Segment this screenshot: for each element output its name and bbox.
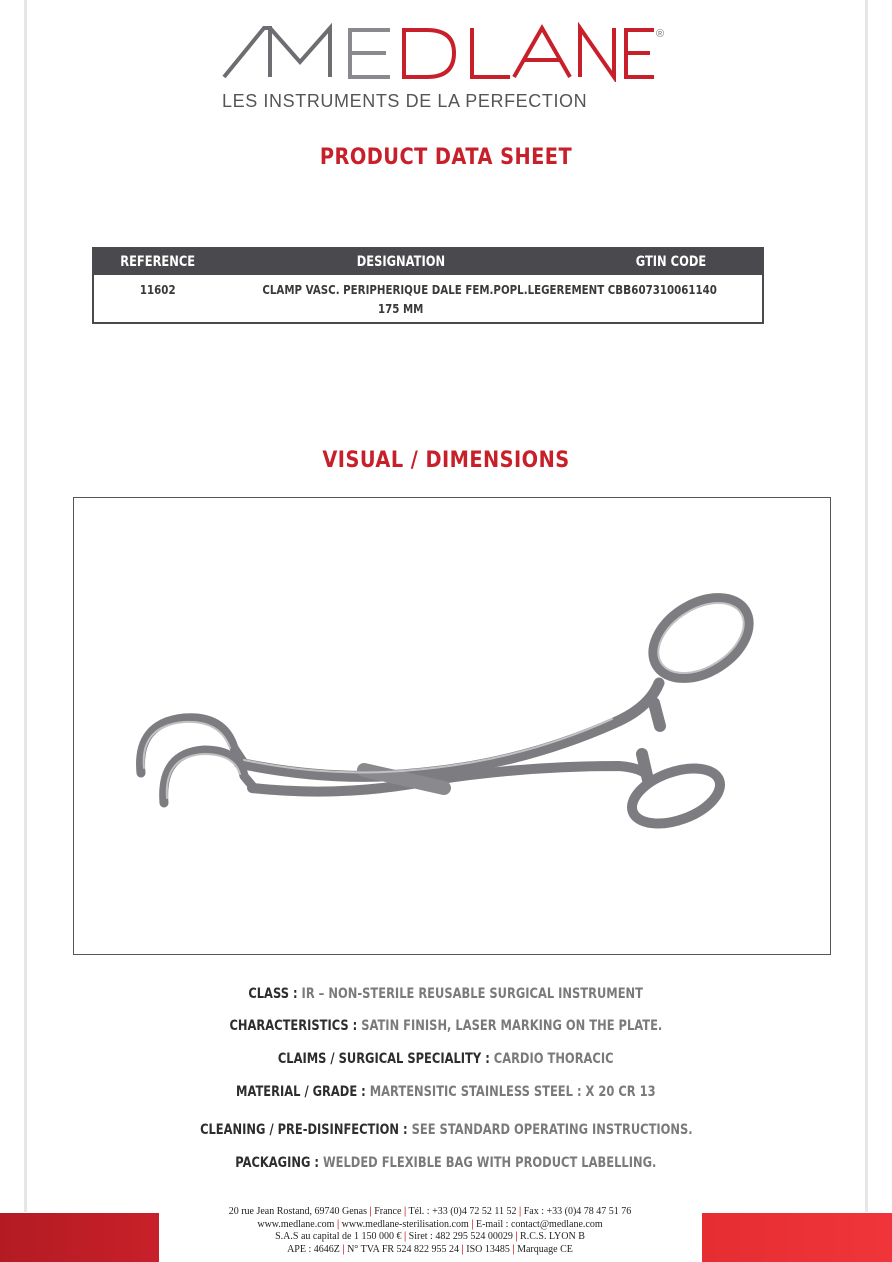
footer-red-bar-right bbox=[702, 1213, 892, 1262]
reference-value: 11602 bbox=[140, 282, 176, 297]
product-visual-frame bbox=[73, 497, 831, 955]
spec-material bbox=[0, 1084, 892, 1100]
header-designation: DESIGNATION bbox=[356, 254, 446, 270]
header-gtin-code: GTIN CODE bbox=[635, 254, 707, 270]
brand-tagline: LES INSTRUMENTS DE LA PERFECTION bbox=[222, 91, 588, 111]
spec-material-value: MARTENSITIC STAINLESS STEEL : X 20 CR 13 bbox=[369, 1084, 656, 1100]
spec-characteristics bbox=[0, 1018, 892, 1034]
spec-class-label: CLASS : bbox=[248, 986, 302, 1002]
spec-class-value: IR – NON-STERILE REUSABLE SURGICAL INSTRUMENT bbox=[301, 986, 644, 1002]
footer-capital: S.A.S au capital de 1 150 000 € bbox=[275, 1231, 402, 1242]
spec-packaging-label: PACKAGING : bbox=[235, 1155, 324, 1171]
spec-cleaning-label: CLEANING / PRE-DISINFECTION : bbox=[199, 1122, 412, 1138]
registered-mark: ® bbox=[656, 28, 665, 40]
vascular-clamp-image bbox=[74, 498, 832, 956]
footer-line-address: 20 rue Jean Rostand, 69740 Genas | France | Tél. : +33 (0)4 72 52 11 52 | Fax : +33 (0)4 78 47 51 76 bbox=[228, 1206, 632, 1217]
spec-class bbox=[0, 986, 892, 1002]
footer-website-link[interactable]: www.medlane.com bbox=[257, 1218, 335, 1230]
designation-line-1: CLAMP VASC. PERIPHERIQUE DALE FEM.POPL.LEGEREMENT CBE bbox=[262, 282, 631, 297]
company-footer bbox=[160, 1206, 700, 1256]
footer-line-web: www.medlane.com | www.medlane-sterilisation.com | E-mail : contact@medlane.com bbox=[257, 1218, 603, 1230]
table-header-row bbox=[94, 249, 762, 275]
footer-rcs: R.C.S. LYON B bbox=[520, 1231, 585, 1242]
footer-siret: Siret : 482 295 524 00029 bbox=[408, 1231, 513, 1242]
footer-tva: N° TVA FR 524 822 955 24 bbox=[347, 1243, 460, 1255]
spec-packaging-value: WELDED FLEXIBLE BAG WITH PRODUCT LABELLING. bbox=[323, 1155, 657, 1171]
visual-dimensions-title: VISUAL / DIMENSIONS bbox=[322, 448, 570, 473]
footer-fax: Fax : +33 (0)4 78 47 51 76 bbox=[523, 1206, 632, 1217]
table-row bbox=[94, 275, 762, 322]
spec-claims-value: CARDIO THORACIC bbox=[494, 1051, 614, 1067]
product-data-sheet-title: PRODUCT DATA SHEET bbox=[319, 145, 573, 170]
designation-line-2: 175 MM bbox=[378, 301, 424, 316]
medlane-logo bbox=[222, 22, 682, 82]
footer-line-legal: S.A.S au capital de 1 150 000 € | Siret : 482 295 524 00029 | R.C.S. LYON B bbox=[275, 1231, 585, 1242]
footer-iso: ISO 13485 bbox=[466, 1243, 510, 1255]
footer-ape: APE : 4646Z bbox=[287, 1243, 340, 1255]
product-reference-table bbox=[92, 247, 764, 324]
spec-characteristics-label: CHARACTERISTICS : bbox=[229, 1018, 362, 1034]
footer-phone: Tél. : +33 (0)4 72 52 11 52 bbox=[408, 1206, 517, 1217]
spec-packaging bbox=[0, 1155, 892, 1171]
footer-address: 20 rue Jean Rostand, 69740 Genas bbox=[228, 1206, 368, 1217]
footer-email-link[interactable]: E-mail : contact@medlane.com bbox=[475, 1218, 603, 1230]
footer-country: France bbox=[374, 1206, 402, 1217]
footer-line-certifications: APE : 4646Z | N° TVA FR 524 822 955 24 | ISO 13485 | Marquage CE bbox=[287, 1243, 573, 1255]
spec-characteristics-value: SATIN FINISH, LASER MARKING ON THE PLATE. bbox=[361, 1018, 663, 1034]
gtin-value: 3607310061140 bbox=[624, 282, 718, 297]
spec-claims bbox=[0, 1051, 892, 1067]
spec-cleaning bbox=[0, 1122, 892, 1138]
spec-claims-label: CLAIMS / SURGICAL SPECIALITY : bbox=[278, 1051, 495, 1067]
footer-red-bar-left bbox=[0, 1213, 159, 1262]
spec-cleaning-value: SEE STANDARD OPERATING INSTRUCTIONS. bbox=[411, 1122, 693, 1138]
footer-ce-marking: Marquage CE bbox=[517, 1243, 573, 1255]
spec-material-label: MATERIAL / GRADE : bbox=[236, 1084, 370, 1100]
header-reference: REFERENCE bbox=[120, 254, 196, 270]
footer-sterilisation-link[interactable]: www.medlane-sterilisation.com bbox=[341, 1218, 469, 1230]
